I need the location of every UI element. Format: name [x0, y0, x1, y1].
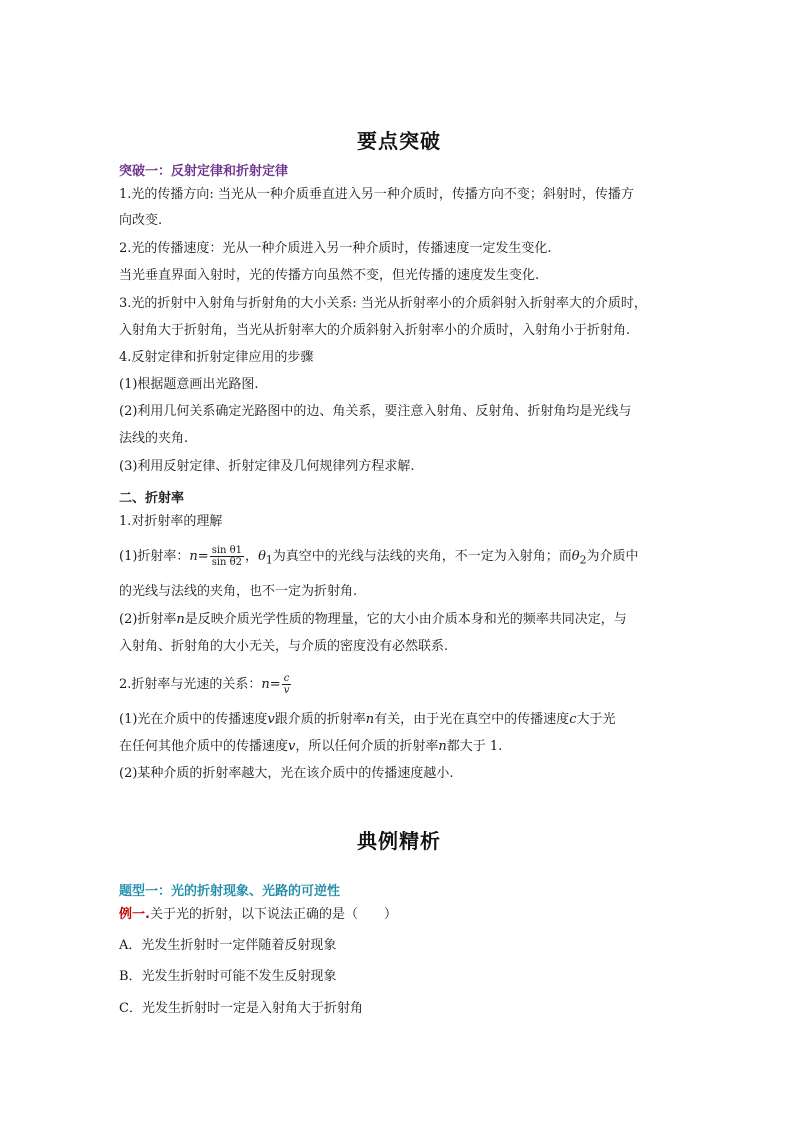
text-span: 在任何其他介质中的传播速度 [119, 739, 289, 754]
math-v: v [267, 712, 275, 727]
text-line: 2.光的传播速度：光从一种介质进入另一种介质时，传播速度一定发生变化. [119, 241, 552, 256]
text-line: (2)某种介质的折射率越大，光在该介质中的传播速度越小. [119, 766, 454, 781]
text-line: 4.反射定律和折射定律应用的步骤 [119, 350, 314, 365]
math-n: n [261, 677, 270, 692]
formula-line-speed-relation [119, 673, 679, 696]
text-line: 向改变. [119, 213, 163, 228]
math-subscript: 1 [265, 553, 273, 567]
option-b: B．光发生折射时可能不发生反射现象 [119, 969, 337, 984]
text-span: 有关，由于光在真空中的传播速度 [374, 712, 570, 727]
section-title-key-points: 要点突破 [357, 129, 441, 153]
text-line: 法线的夹角. [119, 431, 189, 446]
text-span: (1)光在介质中的传播速度 [119, 712, 268, 727]
text-line: (3)利用反射定律、折射定律及几何规律列方程求解. [119, 459, 415, 474]
fraction-sin-ratio [210, 545, 244, 568]
math-theta: θ [571, 549, 580, 564]
text-span: ， [245, 549, 259, 564]
text-line: 当光垂直界面入射时，光的传播方向虽然不变，但光传播的速度发生变化. [119, 268, 540, 283]
text-span: 为介质中 [586, 549, 639, 564]
text-line: 1.对折射率的理解 [119, 514, 223, 529]
text-line: 1.光的传播方向: 当光从一种介质垂直进入另一种介质时，传播方向不变；斜射时，传播方 [119, 187, 634, 202]
option-a: A．光发生折射时一定伴随着反射现象 [119, 938, 337, 953]
math-theta: θ [258, 549, 266, 564]
section-title-examples: 典例精析 [357, 829, 441, 853]
text-span: 为真空中的光线与法线的夹角，不一定为入射角；而 [272, 549, 572, 564]
example-label: 例一. [119, 907, 150, 922]
text-line [119, 611, 679, 629]
text-span: = [197, 549, 209, 564]
fraction-denominator: v [283, 685, 290, 696]
text-span: ，所以任何介质的折射率 [295, 739, 439, 754]
text-line [119, 711, 679, 729]
math-n: n [365, 712, 375, 727]
text-span: 都大于 1. [446, 739, 503, 754]
text-span: 2.折射率与光速的关系： [119, 677, 262, 692]
text-line: (1)根据题意画出光路图. [119, 377, 259, 392]
math-n: n [438, 739, 447, 754]
formula-line-refractive-index [119, 545, 679, 570]
text-line: (2)利用几何关系确定光路图中的边、角关系，要注意入射角、反射角、折射角均是光线与 [119, 404, 632, 419]
example-question [119, 906, 679, 924]
text-span: 大于光 [576, 712, 616, 727]
option-c: C．光发生折射时一定是入射角大于折射角 [119, 1001, 363, 1016]
text-span: (2)折射率 [119, 612, 177, 627]
math-n: n [189, 549, 198, 564]
math-n: n [176, 612, 185, 627]
text-span: 跟介质的折射率 [274, 712, 366, 727]
text-span: = [269, 677, 281, 692]
fraction-numerator: sin θ1 [211, 545, 243, 556]
text-line: 3.光的折射中入射角与折射角的大小关系: 当光从折射率小的介质斜射入折射率大的介质时， [119, 296, 647, 311]
fraction-numerator: c [282, 673, 292, 685]
heading-breakthrough-one: 突破一：反射定律和折射定律 [119, 164, 289, 179]
text-line: 的光线与法线的夹角，也不一定为折射角. [119, 584, 358, 599]
math-v: v [288, 739, 296, 754]
fraction-denominator: sin θ2 [211, 557, 243, 568]
text-line: 入射角、折射角的大小无关，与介质的密度没有必然联系. [119, 639, 449, 654]
math-subscript: 2 [579, 553, 587, 567]
text-line: 入射角大于折射角，当光从折射率大的介质斜射入折射率小的介质时，入射角小于折射角. [119, 323, 631, 338]
fraction-c-over-v [282, 673, 292, 696]
text-span: (1)折射率： [119, 549, 190, 564]
text-line [119, 738, 679, 756]
example-text: 关于光的折射，以下说法正确的是（ ） [149, 907, 397, 922]
text-span: 是反映介质光学性质的物理量，它的大小由介质本身和光的频率共同决定，与 [184, 612, 627, 627]
heading-refractive-index: 二、折射率 [119, 491, 185, 506]
heading-question-type-one: 题型一：光的折射现象、光路的可逆性 [119, 884, 341, 899]
math-c: c [569, 712, 577, 727]
